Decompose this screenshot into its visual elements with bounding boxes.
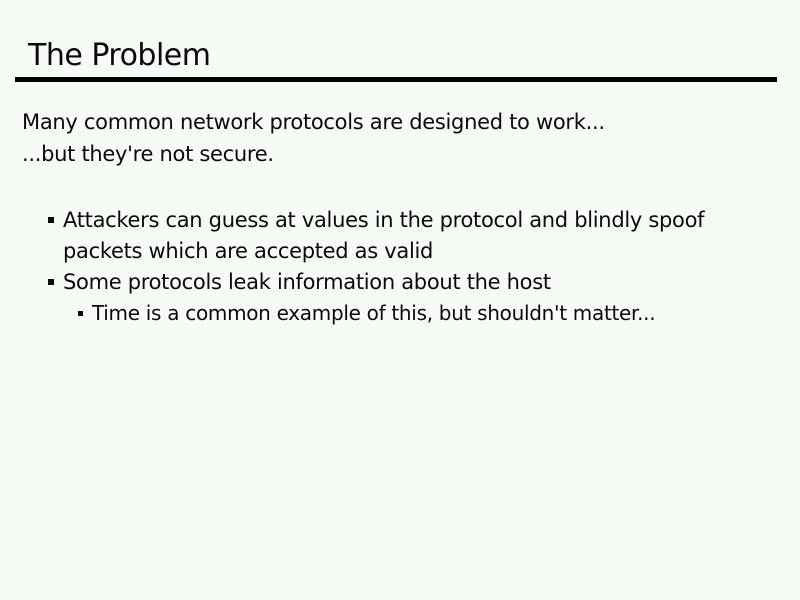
- bullet-text-line: Some protocols leak information about the host: [63, 270, 551, 294]
- bullet-square-icon: [48, 217, 54, 223]
- bullet-square-icon: [48, 279, 54, 285]
- sub-bullet-item-time: [76, 298, 704, 329]
- bullet-item-leak: [46, 267, 704, 298]
- intro-text: [22, 106, 605, 170]
- title-underline: [15, 77, 777, 82]
- bullet-text: [63, 205, 704, 267]
- sub-bullet-text: [92, 298, 655, 329]
- intro-line-2: ...but they're not secure.: [22, 142, 274, 166]
- bullet-item-attackers: [46, 205, 704, 267]
- bullet-text-line: packets which are accepted as valid: [63, 239, 434, 263]
- sub-bullet-text-line: Time is a common example of this, but shouldn't matter...: [92, 301, 656, 325]
- slide-title: The Problem: [28, 38, 211, 73]
- bullet-list: [46, 205, 704, 329]
- bullet-text: [63, 267, 551, 298]
- bullet-text-line: Attackers can guess at values in the protocol and blindly spoof: [63, 208, 705, 232]
- sub-bullet-square-icon: [78, 311, 83, 316]
- intro-line-1: Many common network protocols are designed to work...: [22, 110, 605, 134]
